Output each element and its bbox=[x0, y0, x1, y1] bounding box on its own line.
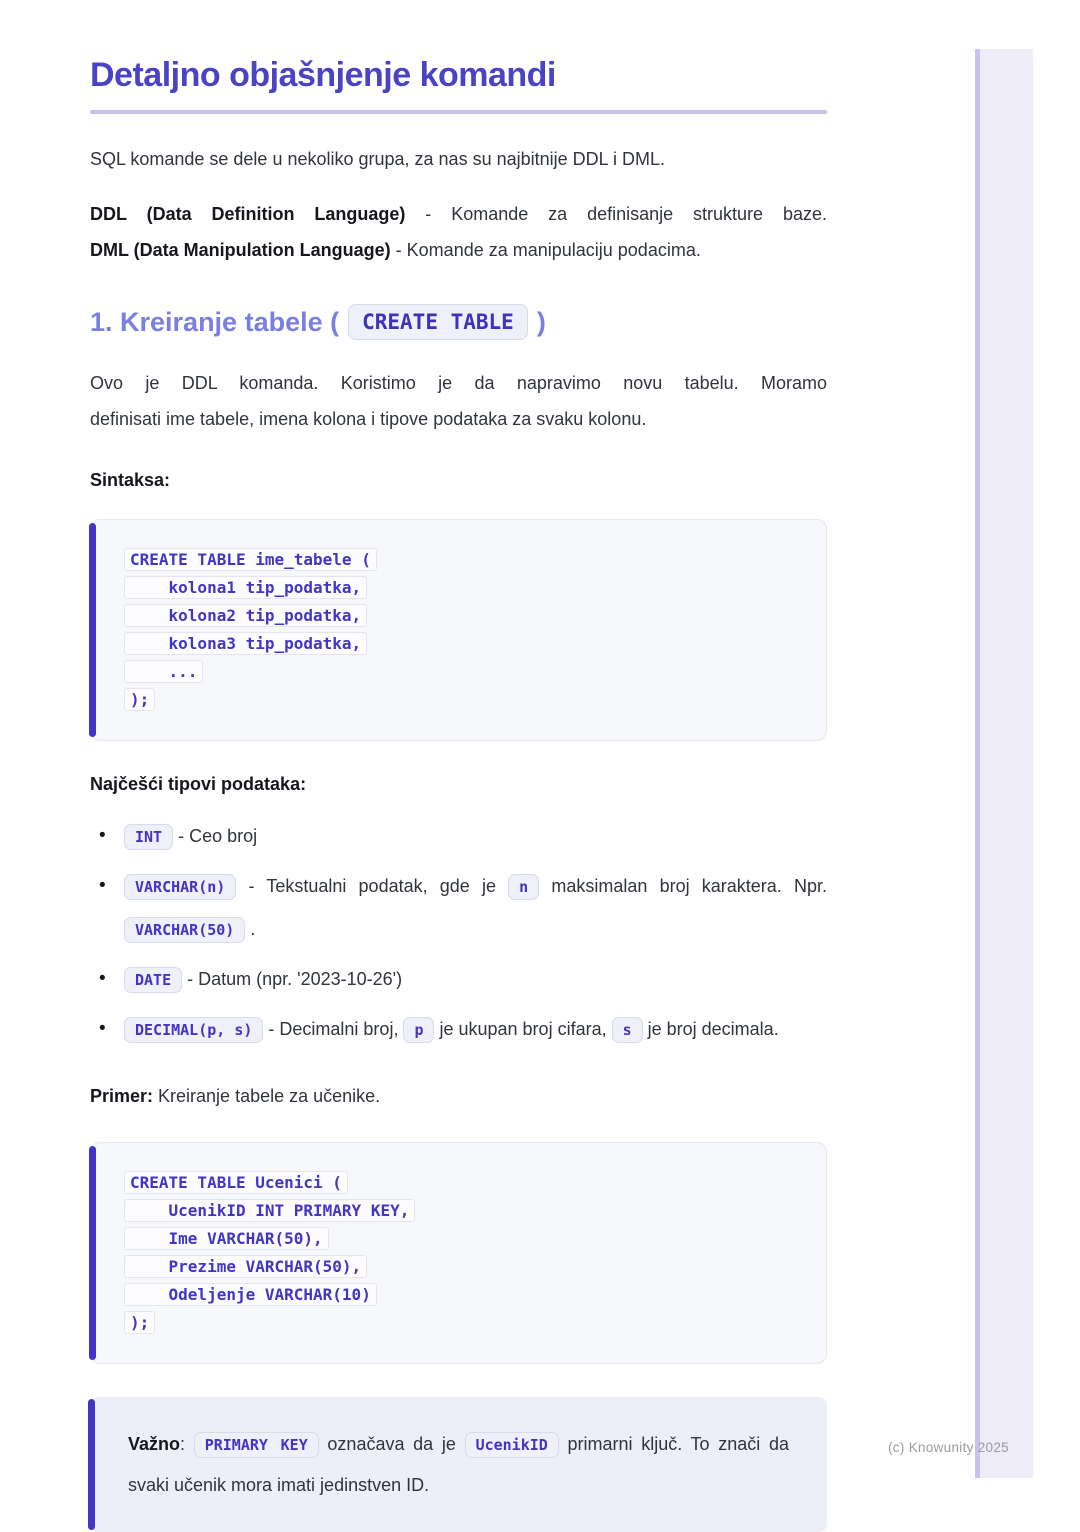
code-line bbox=[124, 574, 796, 602]
code-line-text: CREATE TABLE ime_tabele ( bbox=[124, 548, 377, 571]
section-1-description-line1: Ovo je DDL komanda. Koristimo je da napravimo novu tabelu. Moramo bbox=[90, 373, 827, 393]
syntax-code-block bbox=[90, 519, 827, 741]
code-line bbox=[124, 1309, 796, 1337]
code-line-text: UcenikID INT PRIMARY KEY, bbox=[124, 1199, 415, 1222]
date-chip: DATE bbox=[124, 967, 182, 993]
section-1-heading-text: 1. Kreiranje tabele ( bbox=[90, 307, 340, 337]
page-edge-strip bbox=[975, 49, 1033, 1478]
varchar-description-3: . bbox=[245, 919, 256, 939]
definitions-block bbox=[90, 196, 827, 268]
ddl-term: DDL (Data Definition Language) bbox=[90, 204, 406, 224]
decimal-description-2: je ukupan broj cifara, bbox=[434, 1019, 612, 1039]
code-line-text: Ime VARCHAR(50), bbox=[124, 1227, 329, 1250]
code-line-text: CREATE TABLE Ucenici ( bbox=[124, 1171, 348, 1194]
code-line-text: kolona1 tip_podatka, bbox=[124, 576, 367, 599]
varchar50-chip: VARCHAR(50) bbox=[124, 917, 245, 943]
code-line bbox=[124, 1197, 796, 1225]
callout-colon: : bbox=[180, 1434, 194, 1454]
ddl-description: - Komande za definisanje strukture baze. bbox=[405, 204, 828, 224]
document-page bbox=[90, 55, 827, 1532]
section-1-heading-close: ) bbox=[536, 307, 546, 337]
section-1-heading bbox=[90, 299, 827, 345]
decimal-chip: DECIMAL(p, s) bbox=[124, 1017, 263, 1043]
primary-key-chip: PRIMARY KEY bbox=[194, 1432, 319, 1458]
datatypes-list bbox=[90, 815, 827, 1051]
varchar-description-1: - Tekstualni podatak, gde je bbox=[236, 876, 509, 896]
list-item-decimal bbox=[90, 1008, 827, 1051]
example-code-block bbox=[90, 1142, 827, 1364]
datatypes-heading: Najčešći tipovi podataka: bbox=[90, 774, 307, 794]
code-line bbox=[124, 658, 796, 686]
example-lead: Primer: bbox=[90, 1086, 154, 1106]
code-line-text: kolona2 tip_podatka, bbox=[124, 604, 367, 627]
code-line-text: Prezime VARCHAR(50), bbox=[124, 1255, 367, 1278]
section-1-description bbox=[90, 365, 827, 437]
create-table-heading-chip: CREATE TABLE bbox=[348, 304, 528, 340]
code-line-text: ); bbox=[124, 1311, 155, 1334]
ddl-definition-line bbox=[90, 196, 827, 232]
code-line bbox=[124, 630, 796, 658]
decimal-description-3: je broj decimala. bbox=[642, 1019, 779, 1039]
p-chip: p bbox=[403, 1017, 434, 1043]
code-line-text: kolona3 tip_podatka, bbox=[124, 632, 367, 655]
title-underline-rule bbox=[90, 110, 827, 114]
code-line bbox=[124, 686, 796, 714]
syntax-label: Sintaksa: bbox=[90, 470, 171, 490]
list-item-date bbox=[90, 958, 827, 1001]
important-callout bbox=[90, 1397, 827, 1532]
code-line-text: Odeljenje VARCHAR(10) bbox=[124, 1283, 377, 1306]
code-line-text: ... bbox=[124, 660, 203, 683]
callout-text-1: označava da je bbox=[318, 1434, 465, 1454]
dml-description: - Komande za manipulaciju podacima. bbox=[390, 240, 701, 260]
date-description: - Datum (npr. '2023-10-26') bbox=[182, 969, 403, 989]
s-chip: s bbox=[612, 1017, 643, 1043]
code-line bbox=[124, 1253, 796, 1281]
int-description: - Ceo broj bbox=[173, 826, 258, 846]
section-1-description-line2: definisati ime tabele, imena kolona i tipove podataka za svaku kolonu. bbox=[90, 409, 647, 429]
code-line bbox=[124, 602, 796, 630]
code-line bbox=[124, 1225, 796, 1253]
dml-definition-line bbox=[90, 232, 827, 268]
varchar-description-2: maksimalan broj karaktera. Npr. bbox=[539, 876, 827, 896]
page-title: Detaljno objašnjenje komandi bbox=[90, 56, 556, 94]
n-chip: n bbox=[508, 874, 539, 900]
intro-paragraph: SQL komande se dele u nekoliko grupa, za nas su najbitnije DDL i DML. bbox=[90, 149, 665, 169]
code-line bbox=[124, 1281, 796, 1309]
list-item-int bbox=[90, 815, 827, 858]
varchar-chip: VARCHAR(n) bbox=[124, 874, 236, 900]
callout-text-2: primarni ključ. To znači da svaki učenik mora imati jedinstven ID. bbox=[128, 1434, 789, 1495]
callout-lead: Važno bbox=[128, 1434, 181, 1454]
ucenikid-chip: UcenikID bbox=[465, 1432, 559, 1458]
decimal-description-1: - Decimalni broj, bbox=[263, 1019, 404, 1039]
copyright-watermark: (c) Knowunity 2025 bbox=[888, 1440, 1009, 1455]
code-line bbox=[124, 546, 796, 574]
example-text: Kreiranje tabele za učenike. bbox=[153, 1086, 381, 1106]
code-line-text: ); bbox=[124, 688, 155, 711]
code-line bbox=[124, 1169, 796, 1197]
example-paragraph bbox=[90, 1078, 827, 1114]
int-chip: INT bbox=[124, 824, 173, 850]
dml-term: DML (Data Manipulation Language) bbox=[90, 240, 391, 260]
list-item-varchar bbox=[90, 865, 827, 951]
